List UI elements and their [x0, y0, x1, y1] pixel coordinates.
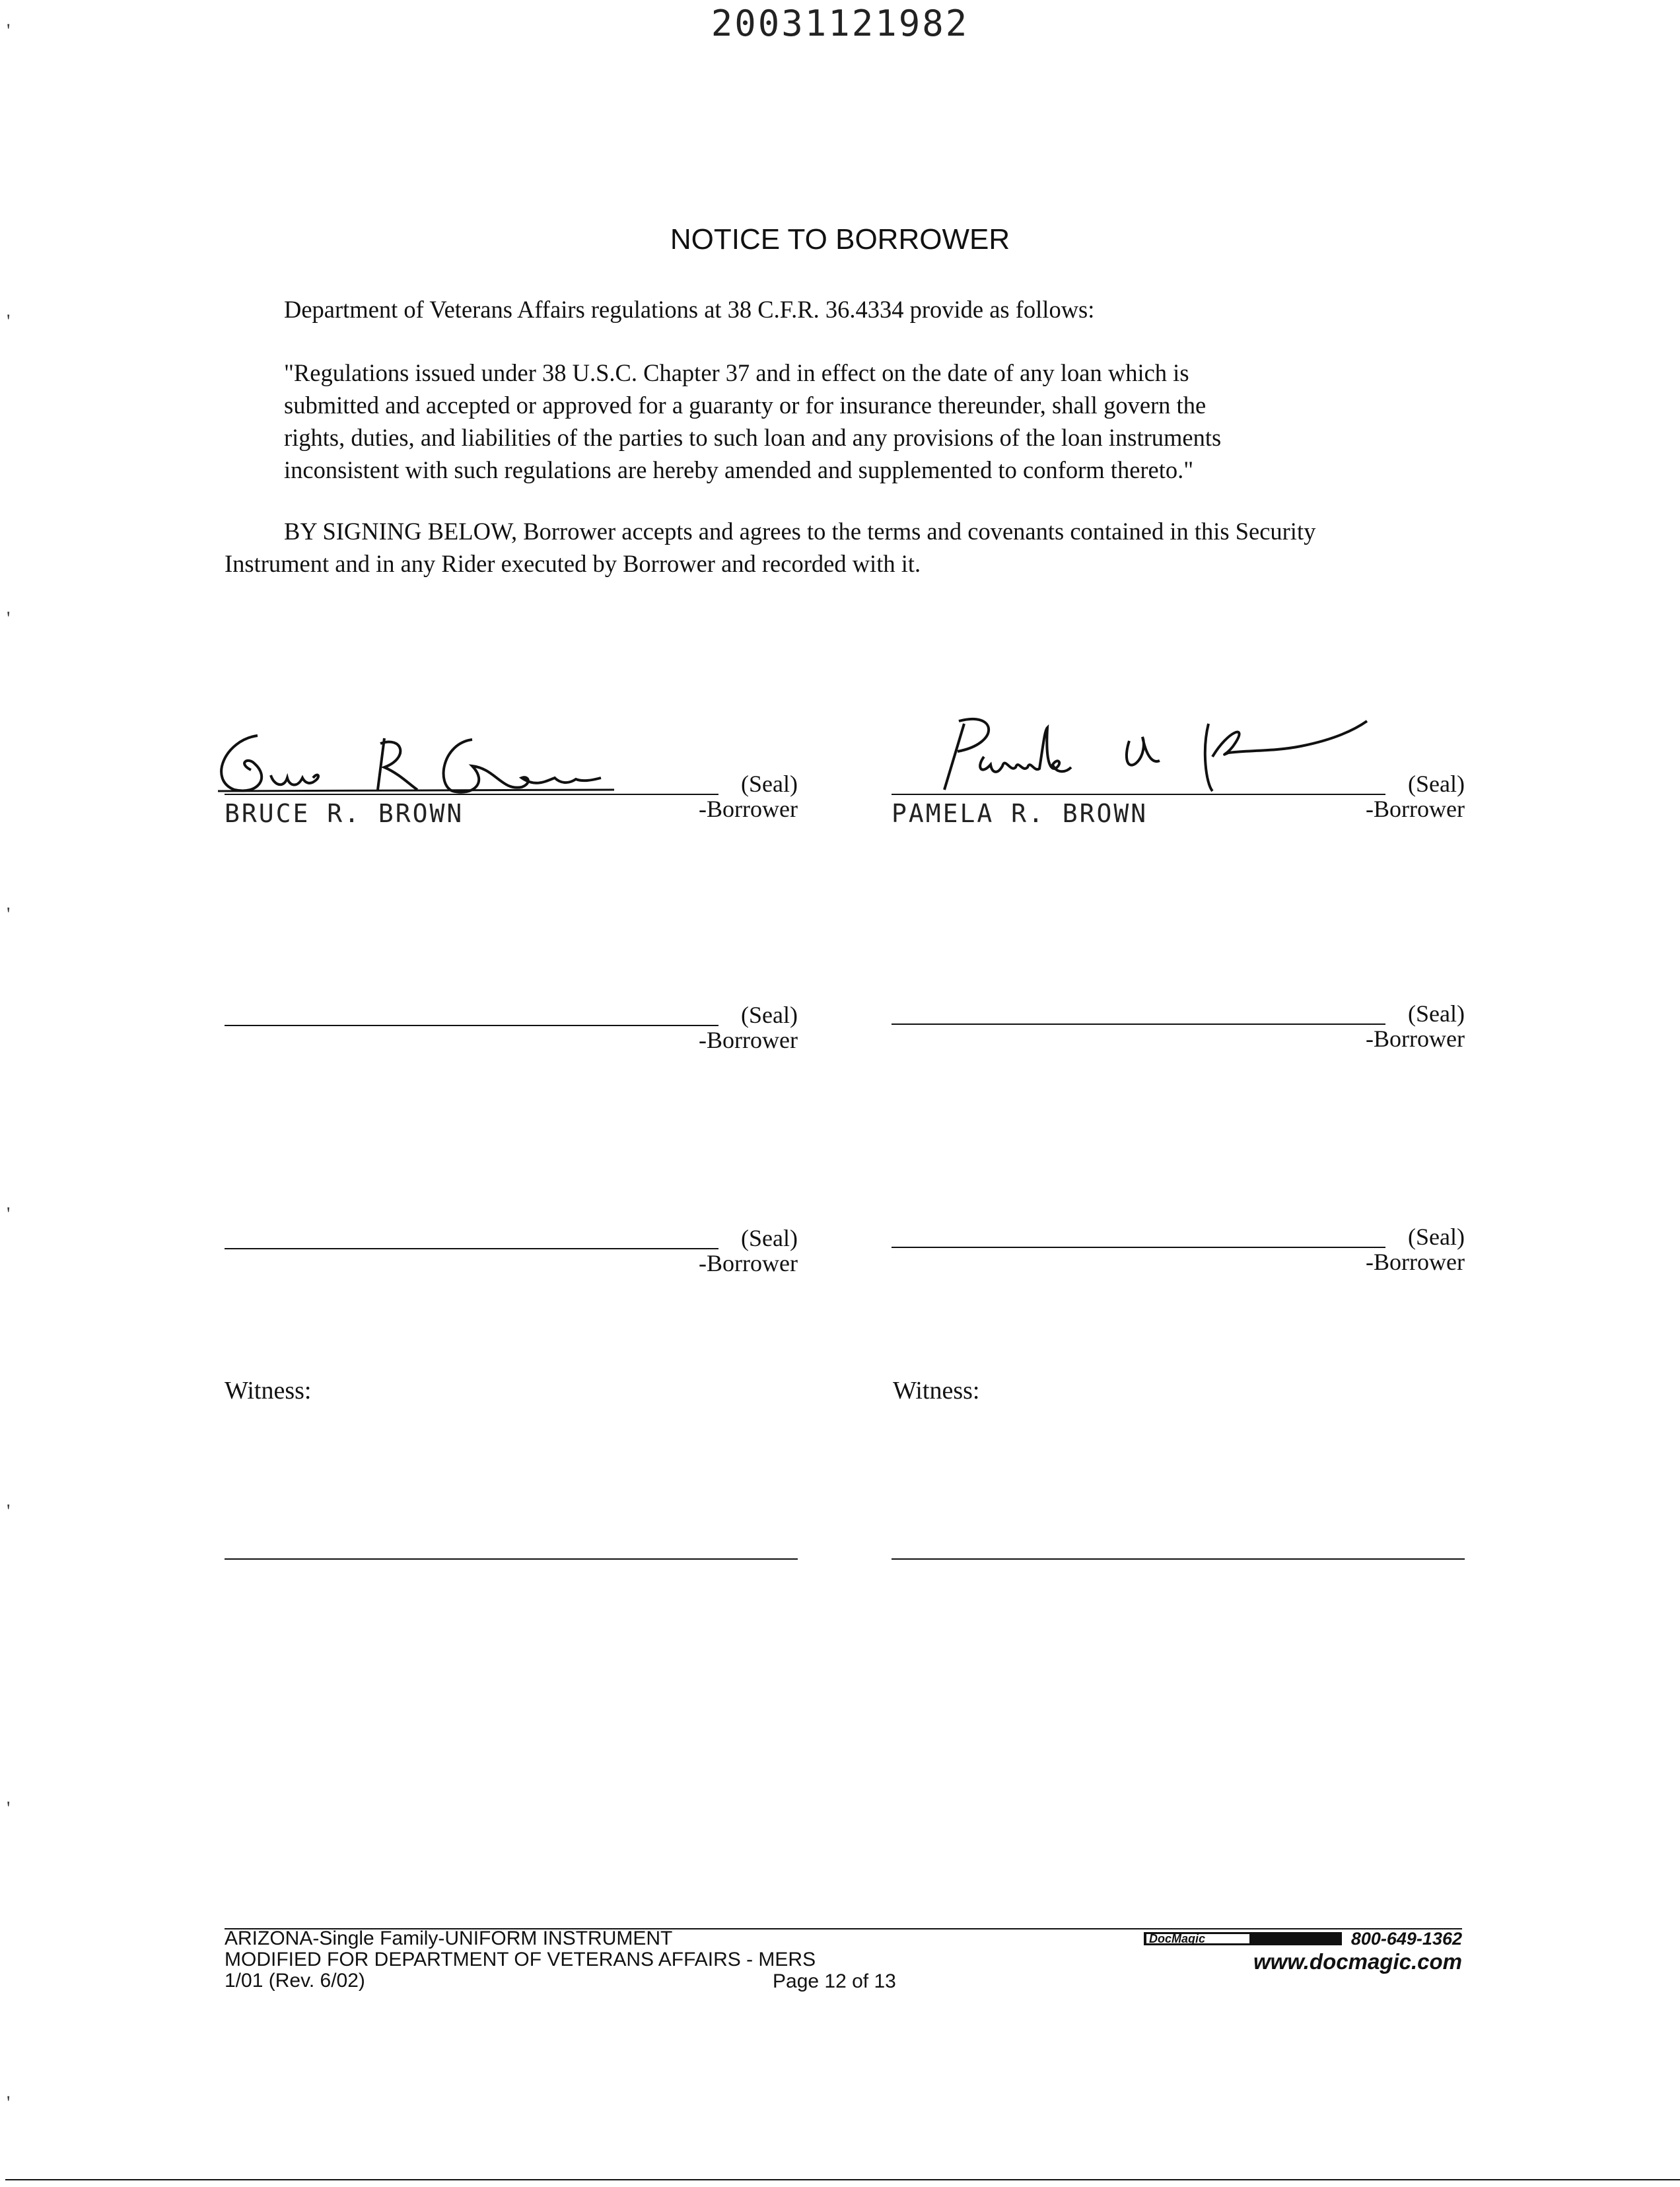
witness-label-left: Witness: — [225, 1377, 312, 1405]
margin-mark: ' — [7, 2092, 11, 2114]
page-number: Page 12 of 13 — [773, 1970, 896, 1992]
form-line: ARIZONA-Single Family-UNIFORM INSTRUMENT — [225, 1927, 673, 1949]
signing-paragraph — [225, 515, 1315, 580]
page-title: NOTICE TO BORROWER — [670, 223, 1010, 256]
recording-number: 20031121982 — [711, 3, 969, 44]
seal-label: (Seal) — [741, 1225, 798, 1251]
borrower-printed-name: BRUCE R. BROWN — [225, 799, 464, 828]
witness-label-right: Witness: — [893, 1377, 980, 1405]
signature-line[interactable] — [225, 1248, 718, 1249]
handwritten-signature-pamela — [918, 704, 1420, 796]
signature-block-blank — [892, 973, 1465, 1053]
publisher-phone: 800-649-1362 — [1350, 1928, 1462, 1949]
quote-line: rights, duties, and liabilities of the parties to such loan and any provisions of the loan instruments — [284, 424, 1222, 451]
signature-block-blank — [225, 975, 798, 1054]
margin-mark: ' — [7, 1500, 11, 1522]
borrower-label: -Borrower — [1366, 1249, 1465, 1275]
signature-line[interactable] — [225, 794, 718, 795]
seal-label: (Seal) — [741, 771, 798, 797]
margin-mark: ' — [7, 608, 11, 629]
handwritten-signature-bruce — [211, 717, 634, 803]
quote-line: submitted and accepted or approved for a guaranty or for insurance thereunder, shall govern the — [284, 392, 1207, 419]
seal-label: (Seal) — [1408, 771, 1465, 797]
seal-label: (Seal) — [1408, 1224, 1465, 1250]
borrower-label: -Borrower — [1366, 1025, 1465, 1052]
signature-block-bruce — [225, 744, 798, 828]
signature-block-blank — [225, 1198, 798, 1277]
regulation-quote — [284, 357, 1221, 486]
publisher-website[interactable]: www.docmagic.com — [1253, 1949, 1462, 1974]
margin-mark: ' — [7, 1797, 11, 1819]
borrower-printed-name: PAMELA R. BROWN — [892, 799, 1148, 828]
margin-mark: ' — [7, 20, 11, 42]
signing-line: Instrument and in any Rider executed by Borrower and recorded with it. — [225, 550, 921, 577]
publisher-info — [1144, 1928, 1462, 1974]
signature-line[interactable] — [892, 794, 1385, 795]
margin-mark: ' — [7, 1203, 11, 1225]
signature-line[interactable] — [892, 1024, 1385, 1025]
borrower-label: -Borrower — [699, 1250, 798, 1276]
witness-signature-line-left[interactable] — [225, 1558, 798, 1560]
witness-signature-line-right[interactable] — [892, 1558, 1465, 1560]
borrower-label: -Borrower — [699, 796, 798, 822]
margin-mark: ' — [7, 903, 11, 925]
signature-line[interactable] — [225, 1025, 718, 1026]
svg-text:DocMagic: DocMagic — [1148, 1932, 1205, 1945]
form-line: 1/01 (Rev. 6/02) — [225, 1970, 365, 1992]
quote-line: inconsistent with such regulations are hereby amended and supplemented to conform thereto." — [284, 456, 1194, 483]
quote-line: "Regulations issued under 38 U.S.C. Chapter 37 and in effect on the date of any loan which is — [284, 359, 1189, 386]
borrower-label: -Borrower — [1366, 796, 1465, 822]
form-identifier — [225, 1928, 1083, 1992]
signature-block-pamela — [892, 744, 1465, 828]
docmagic-logo-icon — [1144, 1930, 1342, 1947]
signature-line[interactable] — [892, 1247, 1385, 1248]
borrower-label: -Borrower — [699, 1027, 798, 1053]
seal-label: (Seal) — [1408, 1000, 1465, 1027]
seal-label: (Seal) — [741, 1002, 798, 1028]
form-line: MODIFIED FOR DEPARTMENT OF VETERANS AFFAIRS - MERS — [225, 1949, 816, 1970]
signature-block-blank — [892, 1197, 1465, 1276]
signing-line: BY SIGNING BELOW, Borrower accepts and agrees to the terms and covenants contained in this Security — [284, 518, 1316, 545]
publisher-logo-row — [1144, 1928, 1462, 1949]
intro-paragraph: Department of Veterans Affairs regulations at 38 C.F.R. 36.4334 provide as follows: — [284, 296, 1095, 323]
page-bottom-rule — [5, 2179, 1680, 2180]
margin-mark: ' — [7, 310, 11, 332]
